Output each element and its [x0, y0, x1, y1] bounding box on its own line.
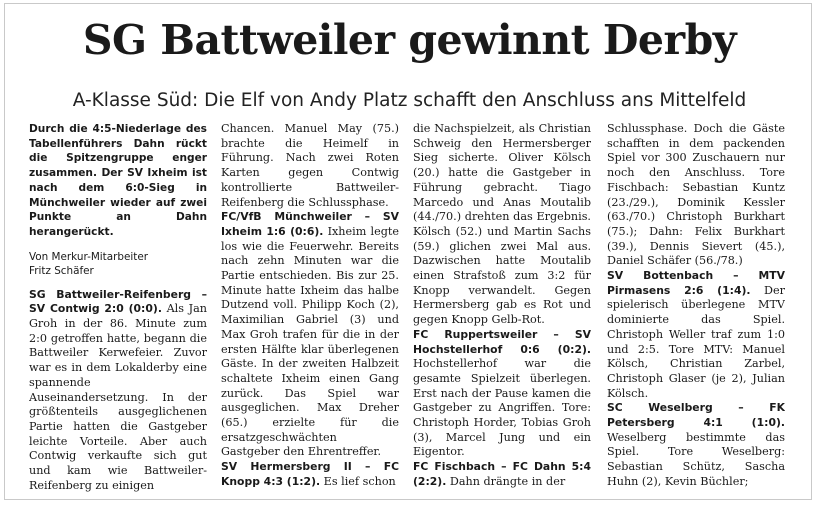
column-4-flow — [607, 122, 785, 490]
match-report — [413, 328, 591, 460]
match-report — [221, 460, 399, 489]
match-title: FC Fischbach – FC Dahn 5:4 (2:2). — [413, 460, 591, 488]
lead-paragraph: Durch die 4:5-Niederlage des Tabellenführers Dahn rückt die Spitzengruppe enger zusammen. Der SV Ixheim ist nach dem 6:0-Sieg in Münchweiler wieder auf zwei Punkte an Dahn herangerückt. — [29, 123, 207, 238]
match-report — [607, 401, 785, 489]
article-column-1 — [29, 122, 207, 500]
subline: A-Klasse Süd: Die Elf von Andy Platz schafft den Anschluss ans Mittelfeld — [72, 90, 747, 111]
headline: SG Battweiler gewinnt Derby — [82, 16, 737, 64]
column-2-flow — [221, 122, 399, 490]
match-text: Weselberg bestimmte das Spiel. Tore Weselberg: Sebastian Schütz, Sascha Huhn (2), Kevin Büchler; — [607, 430, 785, 488]
match-title: SV Hermersberg II – FC Knopp 4:3 (1:2). — [221, 460, 399, 488]
match-text: Schlussphase. Doch die Gäste schafften in dem packenden Spiel vor 300 Zuschauern nur noch den Anschluss. Tore Fischbach: Sebastian Kuntz (23./29.), Dominik Kessler (63./70.) Christoph Burkhart (75.); Dahn: Felix Burkhart (39.), Dennis Sievert (45.), Daniel Schäfer (56./78.) — [607, 122, 785, 268]
match-title: SG Battweiler-Reifenberg – SV Contwig 2:0 (0:0). — [29, 287, 207, 316]
match-report — [607, 269, 785, 401]
match-report — [607, 122, 785, 269]
author-line-1: Von Merkur-Mitarbeiter — [29, 250, 148, 263]
match-title: SV Bottenbach – MTV Pirmasens 2:6 (1:4). — [607, 269, 785, 297]
match-text: Dahn drängte in der — [446, 474, 566, 488]
match-title: SC Weselberg – FK Petersberg 4:1 (1:0). — [607, 401, 785, 430]
match-title: FC/VfB Münchweiler – SV Ixheim 1:6 (0:6). — [221, 210, 399, 238]
match-title: FC Ruppertsweiler – SV Hochstellerhof 0:6 (0:2). — [413, 327, 591, 356]
article-column-2 — [221, 122, 399, 500]
match-report — [221, 210, 399, 460]
author-line-2: Fritz Schäfer — [29, 264, 94, 277]
article-column-3 — [413, 122, 591, 500]
match-text: Chancen. Manuel May (75.) brachte die Heimelf in Führung. Nach zwei Roten Karten gegen Contwig kontrollierte Battweiler-Reifenberg die Schlussphase. — [221, 122, 399, 209]
match-text: Es lief schon — [320, 474, 396, 488]
match-text: Als Jan Groh in der 86. Minute zum 2:0 getroffen hatte, begann die Battweiler Kerwefeier. Zuvor war es in dem Lokalderby eine spannende Auseinandersetzung. In der größtenteils ausgeglichenen Partie hatten die Gastgeber leichte Vorteile. Aber auch Contwig verkaufte sich gut und kam wie Battweiler-Reifenberg zu einigen — [29, 302, 207, 492]
match-report — [413, 460, 591, 489]
match-text: Ixheim legte los wie die Feuerwehr. Bereits nach zehn Minuten war die Partie entschieden. Bis zur 25. Minute hatte Ixheim das halbe Dutzend voll. Philipp Koch (2), Maximilian Gabriel (3) und Max Groh trafen für die in der ersten Hälfte klar überlegenen Gäste. In der zweiten Halbzeit schaltete Ixheim einen Gang zurück. Das Spiel war ausgeglichen. Max Dreher (65.) erzielte für die ersatzgeschwächten Gastgeber den Ehrentreffer. — [221, 224, 399, 459]
match-text: die Nachspielzeit, als Christian Schweig den Hermersberger Sieg sicherte. Oliver Kölsch (20.) hatte die Gastgeber in Führung gebracht. Tiago Marcedo und Anas Moutalib (44./70.) drehten das Ergebnis. Kölsch (52.) und Martin Sachs (59.) glichen zwei Mal aus. Dazwischen hatte Moutalib einen Strafstoß zum 3:2 für Knopp verwandelt. Gegen Hermersberg gab es Rot und gegen Knopp Gelb-Rot. — [413, 122, 591, 327]
author-byline — [29, 250, 207, 278]
column-3-flow — [413, 122, 591, 490]
article-column-4 — [607, 122, 785, 500]
match-report — [29, 288, 207, 494]
match-report — [413, 122, 591, 328]
match-report — [221, 122, 399, 210]
match-text: Der spielerisch überlegene MTV dominierte das Spiel. Christoph Weller traf zum 1:0 und 2:5. Tore MTV: Manuel Kölsch, Christian Zarbel, Christoph Glaser (je 2), Julian Kölsch. — [607, 283, 785, 400]
match-text: Hochstellerhof war die gesamte Spielzeit überlegen. Erst nach der Pause kamen die Gastgeber zu Angriffen. Tore: Christoph Horder, Tobias Groh (3), Marcel Jung und ein Eigentor. — [413, 357, 591, 459]
